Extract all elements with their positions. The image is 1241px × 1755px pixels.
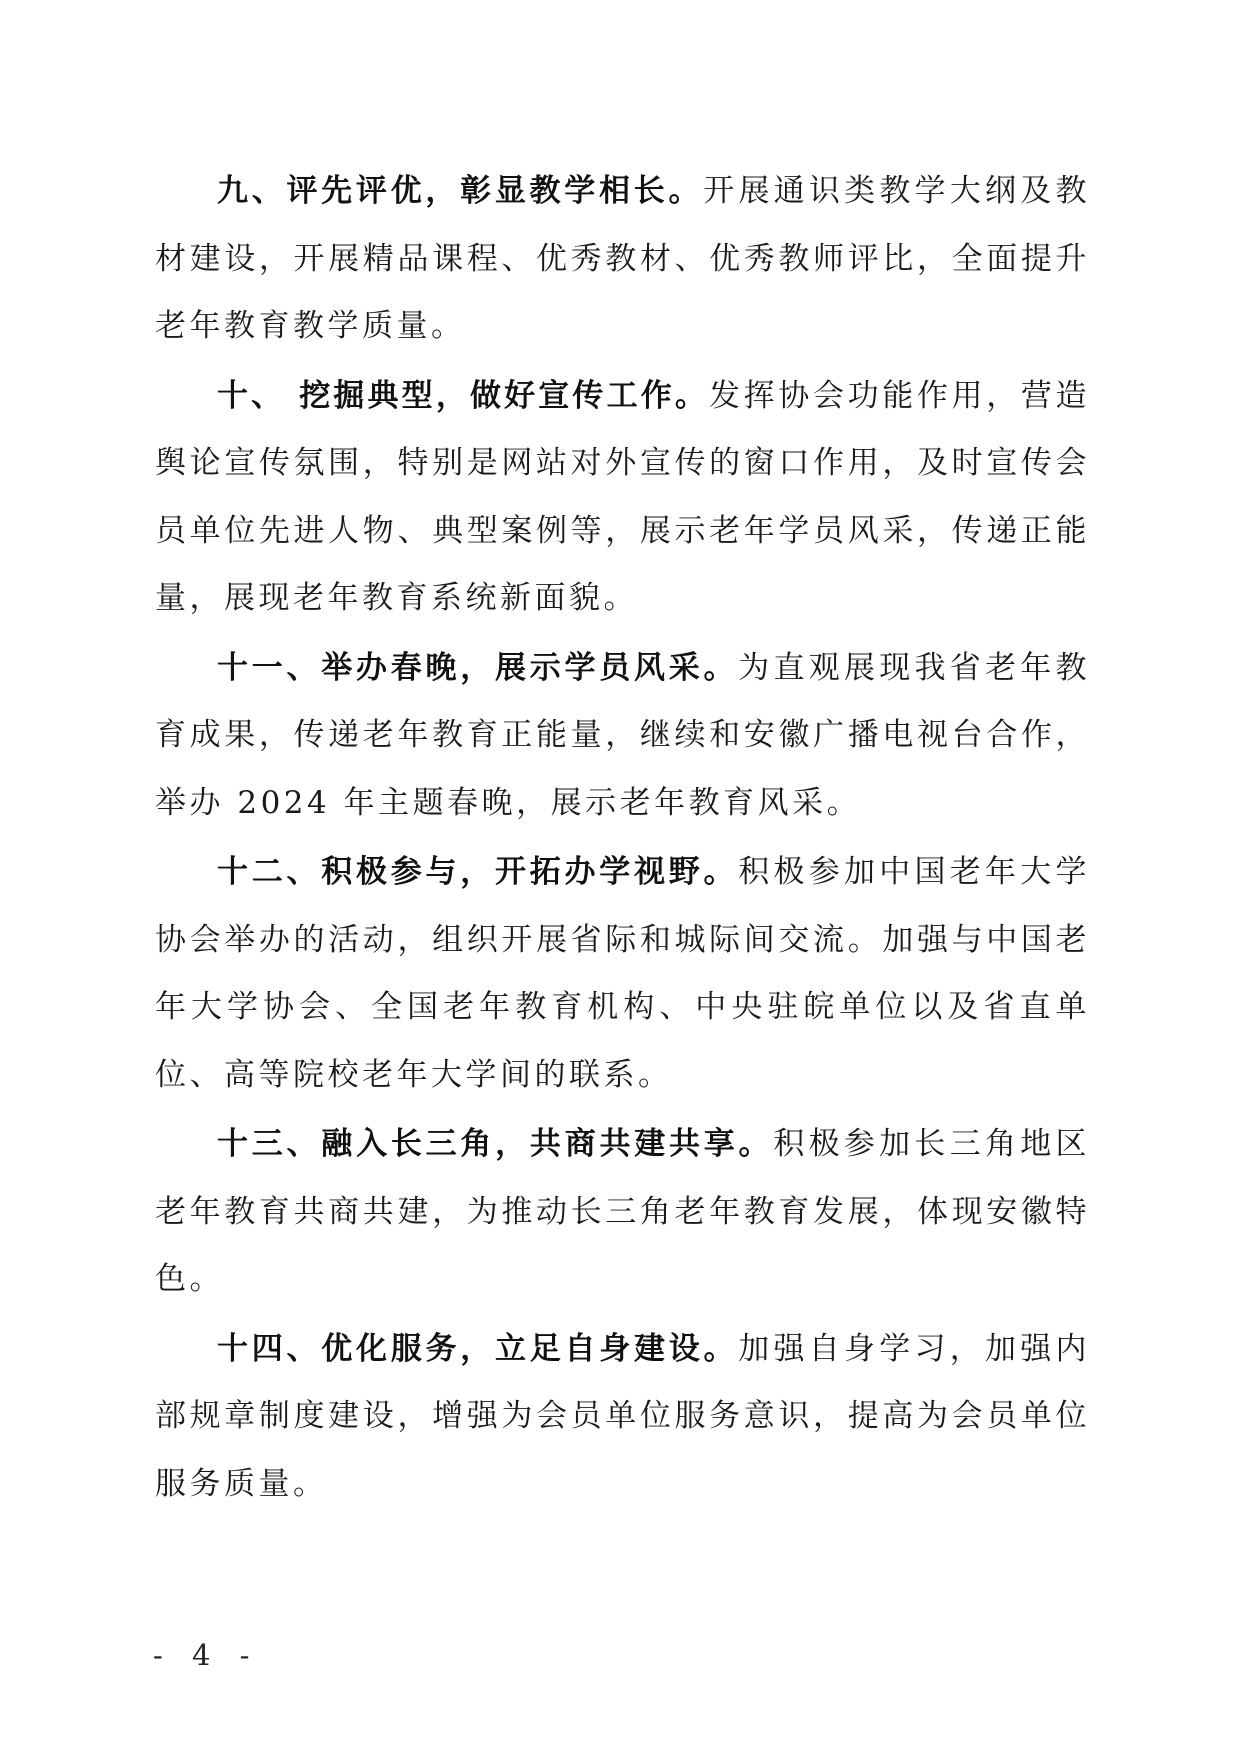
paragraph-body: 为直观展现我省老年教育成果，传递老年教育正能量，继续和安徽广播电视台合作，举办 2024 年主题春晚，展示老年教育风采。: [155, 649, 1090, 821]
paragraph-heading: 十二、积极参与，开拓办学视野。: [217, 854, 739, 890]
paragraph-heading: 九、评先评优，彰显教学相长。: [217, 173, 704, 209]
paragraph-body: 积极参加中国老年大学协会举办的活动，组织开展省际和城际间交流。加强与中国老年大学协会、全国老年教育机构、中央驻皖单位以及省直单位、高等院校老年大学间的联系。: [155, 854, 1090, 1093]
paragraph-heading: 十一、举办春晚，展示学员风采。: [217, 649, 739, 686]
paragraph-item-13: [155, 1111, 1090, 1314]
document-body: [155, 158, 1090, 1520]
paragraph-body: 加强自身学习，加强内部规章制度建设，增强为会员单位服务意识，提高为会员单位服务质量。: [155, 1330, 1090, 1502]
paragraph-item-12: [155, 839, 1090, 1109]
paragraph-item-9: [155, 158, 1090, 361]
paragraph-body: 积极参加长三角地区老年教育共商共建，为推动长三角老年教育发展，体现安徽特色。: [155, 1126, 1091, 1297]
page-number: - 4 -: [153, 1638, 260, 1672]
paragraph-heading: 十四、优化服务，立足自身建设。: [217, 1330, 739, 1367]
paragraph-body: 发挥协会功能作用，营造舆论宣传氛围，特别是网站对外宣传的窗口作用，及时宣传会员单位先进人物、典型案例等，展示老年学员风采，传递正能量，展现老年教育系统新面貌。: [155, 377, 1090, 616]
paragraph-heading: 十三、融入长三角，共商共建共享。: [217, 1126, 774, 1162]
paragraph-item-10: [155, 363, 1090, 633]
paragraph-body: 开展通识类教学大纲及教材建设，开展精品课程、优秀教材、优秀教师评比，全面提升老年教育教学质量。: [155, 173, 1091, 344]
paragraph-item-14: [155, 1316, 1090, 1519]
paragraph-heading: 十、 挖掘典型，做好宣传工作。: [217, 377, 710, 414]
paragraph-item-11: [155, 635, 1090, 838]
